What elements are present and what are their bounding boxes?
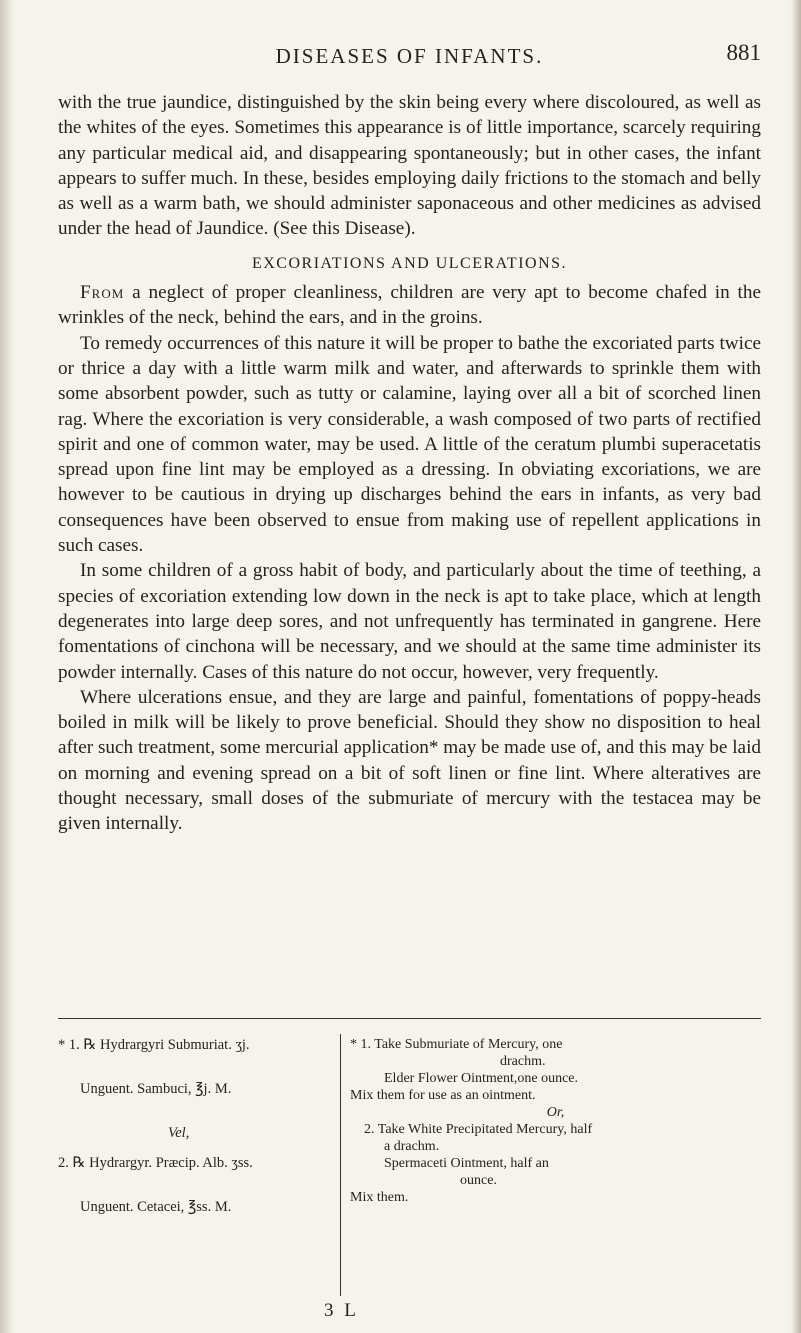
english-line-2: drachm. <box>500 1054 546 1069</box>
paragraph-jaundice: with the true jaundice, distinguished by the skin being every where discoloured, as well as the whites of the eyes. Sometimes this appearance is of little importance, scarcely requiring any particular medical aid, and disappearing spontaneously; but in other cases, the infant appears to suffer much. In these, besides employing daily frictions to the stomach and belly as well as a warm bath, we should administer saponaceous and other medicines as advised under the head of Jaundice. (See this Disease). <box>58 92 761 240</box>
english-line-8: Spermaceti Ointment, half an <box>384 1156 549 1171</box>
paragraph-neglect-text: a neglect of proper cleanliness, children are very apt to become chafed in the wrinkles of the neck, behind the ears, and in the groins. <box>58 282 761 329</box>
section-heading: EXCORIATIONS AND ULCERATIONS. <box>251 254 568 272</box>
footnote-divider <box>340 1034 341 1296</box>
footnotes <box>58 1030 761 1300</box>
latin-line-3: Vel, <box>168 1125 190 1141</box>
latin-line-4: 2. ℞ Hydrargyr. Præcip. Alb. ʒss. <box>58 1155 253 1171</box>
footnote-english <box>350 1030 761 1206</box>
english-line-5: Or, <box>546 1105 565 1120</box>
page-left-edge <box>0 0 14 1333</box>
body-text <box>58 90 761 837</box>
paragraph-ulcerations: Where ulcerations ensue, and they are large and painful, fomentations of poppy-heads boiled in milk will be likely to prove beneficial. Should they show no disposition to heal after such treatment, some mercurial application* may be made use of, and this may be laid on morning and evening spread on a bit of soft linen or fine lint. Where alteratives are thought necessary, small doses of the submuriate of mercury with the testacea may be given internally. <box>58 686 761 835</box>
english-line-4: Mix them for use as an ointment. <box>350 1088 536 1103</box>
english-line-3: Elder Flower Ointment,one ounce. <box>384 1071 579 1086</box>
paragraph-lead-word: From <box>80 282 125 304</box>
paragraph-gross-habit: In some children of a gross habit of body, and particularly about the time of teething, a species of excoriation extending low down in the neck is apt to take place, which at length degenerates into large deep sores, and not unfrequently has terminated in gangrene. Here fomentations of cinchona will be necessary, and we should at the same time administer its powder internally. Cases of this nature do not occur, however, very frequently. <box>58 560 761 683</box>
english-line-6: 2. Take White Precipitated Mercury, half <box>364 1122 593 1137</box>
paragraph-neglect <box>58 280 761 331</box>
footnote-rule <box>58 1018 761 1019</box>
latin-line-5: Unguent. Cetacei, ℥ss. M. <box>80 1199 232 1215</box>
signature-mark: 3 L <box>324 1300 359 1321</box>
page-header <box>58 38 761 78</box>
english-line-9: ounce. <box>460 1173 497 1188</box>
latin-line-2: Unguent. Sambuci, ℥j. M. <box>80 1081 232 1097</box>
latin-line-1: * 1. ℞ Hydrargyri Submuriat. ʒj. <box>58 1037 250 1053</box>
page-number: 881 <box>726 40 761 65</box>
paragraph-remedy: To remedy occurrences of this nature it will be proper to bathe the excoriated parts twice or thrice a day with a little warm milk and water, and afterwards to sprinkle them with some absorbent powder, such as tutty or calamine, laying over all a bit of scorched linen rag. Where the excoriation is very considerable, a wash composed of two parts of rectified spirit and one of common water, may be used. A little of the ceratum plumbi superacetatis spread upon fine lint may be employed as a dressing. In obviating excoriations, we are however to be cautious in drying up discharges behind the ears in infants, as very bad consequences have been observed to ensue from making use of repellent applications in such cases. <box>58 332 761 557</box>
english-line-7: a drachm. <box>384 1139 440 1154</box>
english-line-10: Mix them. <box>350 1190 409 1205</box>
running-head: DISEASES OF INFANTS. <box>275 44 544 68</box>
english-line-1: * 1. Take Submuriate of Mercury, one <box>350 1037 563 1052</box>
page-right-edge <box>791 0 801 1333</box>
